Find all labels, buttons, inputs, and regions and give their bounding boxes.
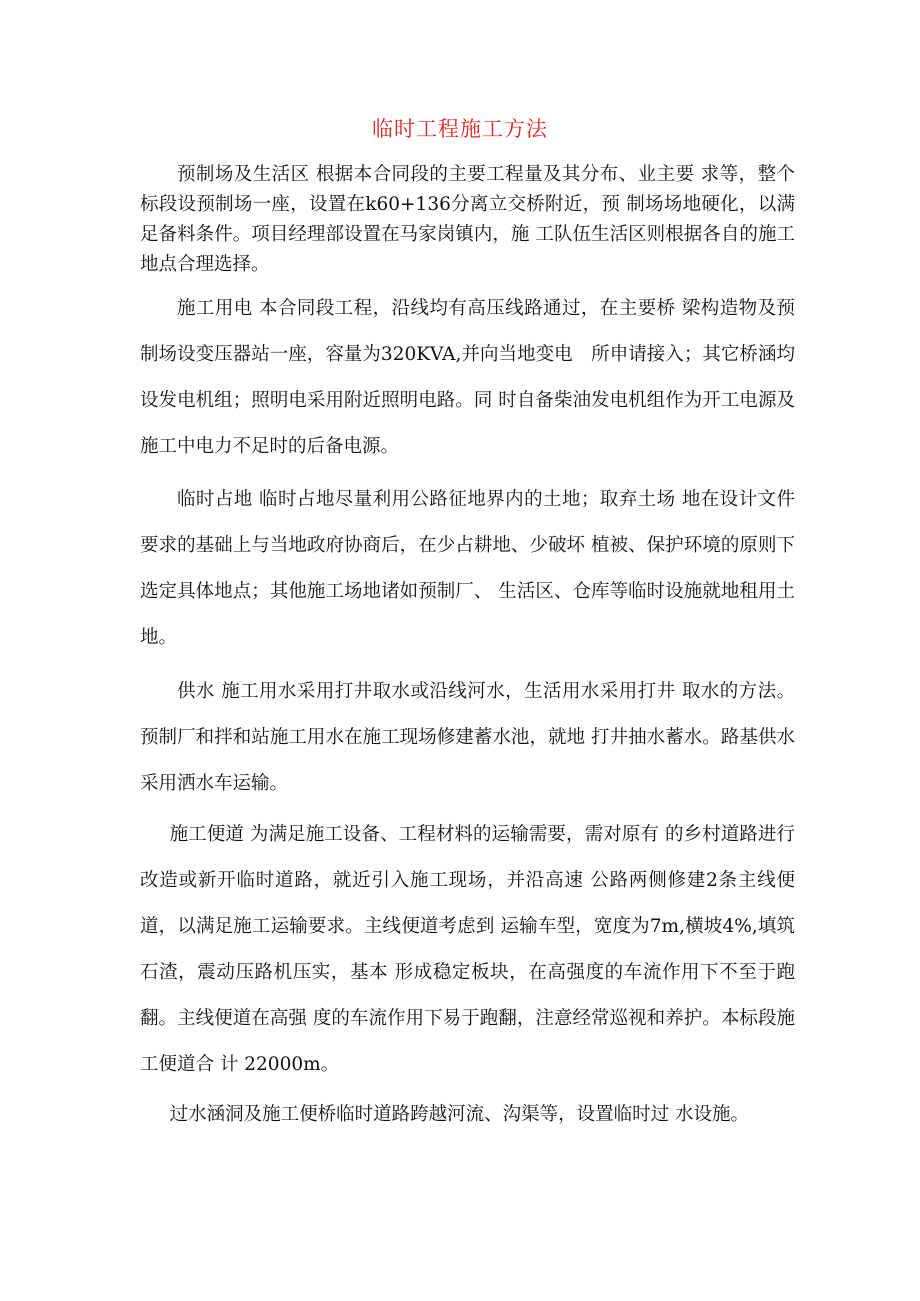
paragraph-access-roads: 施工便道 为满足施工设备、工程材料的运输需要，需对原有 的乡村道路进行改造或新开临时道路，就近引入施工现场，并沿高速 公路两侧修建2条主线便道，以满足施工运输要求。主线便道考虑到 运输车型，宽度为7m,横坡4%,填筑石渣，震动压路机压实，基本 形成稳定板块，在高强度的车流作用下不至于跑翻。主线便道在高强 度的车流作用下易于跑翻，注意经常巡视和养护。本标段施工便道合 计 22000m。 xyxy=(140,824,795,1075)
document-title: 临时工程施工方法 xyxy=(372,117,548,141)
paragraph-prefab-yard: 预制场及生活区 根据本合同段的主要工程量及其分布、业主要 求等，整个标段设预制场一座，设置在k60+136分离立交桥附近，预 制场场地硬化，以满足备料条件。项目经理部设置在马家岗镇内，施 工队伍生活区则根据各自的施工地点合理选择。 xyxy=(140,164,795,275)
paragraph-construction-power: 施工用电 本合同段工程，沿线均有高压线路通过，在主要桥 梁构造物及预制场设变压器站一座，容量为320KVA,并向当地变电 所申请接入；其它桥涵均设发电机组；照明电采用附近照明电路。同 时自备柴油发电机组作为开工电源及施工中电力不足时的后备电源。 xyxy=(140,298,795,457)
paragraph-temporary-land: 临时占地 临时占地尽量利用公路征地界内的土地；取弃土场 地在设计文件要求的基础上与当地政府协商后，在少占耕地、少破坏 植被、保护环境的原则下选定具体地点；其他施工场地诸如预制厂、 生活区、仓库等临时设施就地租用土地。 xyxy=(140,489,795,648)
paragraph-water-supply: 供水 施工用水采用打井取水或沿线河水，生活用水采用打井 取水的方法。预制厂和拌和站施工用水在施工现场修建蓄水池，就地 打井抽水蓄水。路基供水采用洒水车运输。 xyxy=(140,681,795,794)
paragraph-culverts-bridges: 过水涵洞及施工便桥临时道路跨越河流、沟渠等，设置临时过 水设施。 xyxy=(169,1104,749,1125)
